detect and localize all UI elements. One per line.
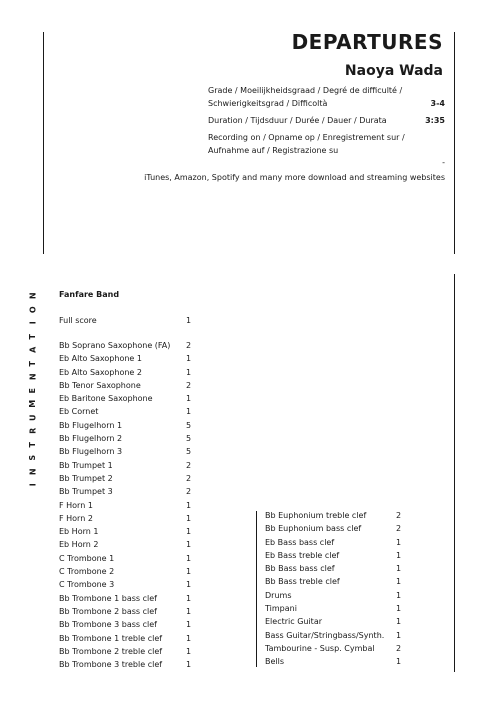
part-name: Electric Guitar <box>265 617 323 627</box>
part-name: Bass Guitar/Stringbass/Synth. <box>265 630 385 640</box>
side-label-letter: O <box>28 305 38 313</box>
list-item <box>59 512 191 525</box>
list-item <box>265 522 401 535</box>
piece-title: DEPARTURES <box>291 30 443 54</box>
band-type-heading: Fanfare Band <box>59 290 120 299</box>
list-item <box>265 615 401 628</box>
part-name: Eb Horn 1 <box>59 527 99 537</box>
part-quantity: 1 <box>186 580 192 590</box>
part-quantity: 1 <box>186 527 192 537</box>
list-item <box>265 629 401 642</box>
column-divider <box>256 511 257 667</box>
part-quantity: 5 <box>186 447 192 457</box>
part-name: Bb Trumpet 3 <box>59 487 113 497</box>
side-label-letter: U <box>28 414 38 421</box>
part-name: Bb Trombone 1 bass clef <box>59 593 157 603</box>
side-label-letter: I <box>28 483 38 487</box>
right-rule-bottom <box>454 274 455 672</box>
side-label-letter: R <box>28 427 38 434</box>
part-name: Bb Flugelhorn 2 <box>59 434 123 444</box>
list-item <box>59 605 191 618</box>
parts-column-1 <box>59 339 191 671</box>
side-label-letter: N <box>28 292 38 300</box>
part-name: Bb Bass bass clef <box>265 564 335 574</box>
list-item <box>59 658 191 671</box>
part-quantity: 1 <box>186 367 192 377</box>
part-name: Bb Trombone 3 treble clef <box>59 660 163 670</box>
list-item <box>265 509 401 522</box>
part-name: Bb Trumpet 2 <box>59 473 113 483</box>
part-quantity: 1 <box>396 577 402 587</box>
part-quantity: 1 <box>396 550 402 560</box>
part-quantity: 5 <box>186 434 192 444</box>
part-name: Eb Alto Saxophone 1 <box>59 354 142 364</box>
list-item <box>59 352 191 365</box>
part-name: C Trombone 3 <box>59 580 115 590</box>
list-item <box>265 562 401 575</box>
list-item <box>59 592 191 605</box>
part-quantity: 2 <box>186 487 192 497</box>
part-quantity: 1 <box>186 553 192 563</box>
duration-block <box>208 115 445 128</box>
list-item <box>59 405 191 418</box>
side-label-letter: T <box>28 441 38 447</box>
part-quantity: 1 <box>186 394 192 404</box>
part-name: C Trombone 2 <box>59 567 115 577</box>
part-quantity: 2 <box>396 643 402 653</box>
list-item <box>59 419 191 432</box>
side-label-letter: I <box>28 321 38 325</box>
part-quantity: 1 <box>186 316 192 325</box>
list-item <box>59 432 191 445</box>
part-name: Bb Bass treble clef <box>265 577 340 587</box>
part-quantity: 2 <box>186 341 192 350</box>
part-name: F Horn 1 <box>59 500 93 510</box>
part-name: Eb Cornet <box>59 407 99 417</box>
left-rule <box>43 32 44 254</box>
side-label-letter: M <box>28 399 38 408</box>
grade-block <box>208 85 445 110</box>
part-quantity: 1 <box>396 630 402 640</box>
full-score-row <box>59 314 191 327</box>
part-name: C Trombone 1 <box>59 553 115 563</box>
duration-value: 3:35 <box>425 116 445 125</box>
grade-value: 3-4 <box>430 98 445 108</box>
list-item <box>59 459 191 472</box>
part-name: Bb Soprano Saxophone (FA) <box>59 341 171 350</box>
part-name: Timpani <box>265 604 297 614</box>
part-quantity: 2 <box>396 511 402 520</box>
part-name: Tambourine - Susp. Cymbal <box>265 643 375 653</box>
part-name: Eb Bass bass clef <box>265 537 335 547</box>
list-item <box>59 578 191 591</box>
part-quantity: 1 <box>186 593 192 603</box>
recording-value: - <box>442 158 445 167</box>
part-name: F Horn 2 <box>59 513 93 523</box>
part-quantity: 1 <box>396 657 402 667</box>
recording-label-line-2: Aufnahme auf / Registrazione su <box>208 145 339 155</box>
right-rule-top <box>454 32 455 254</box>
side-label-letter: S <box>28 454 38 461</box>
recording-block <box>208 132 445 157</box>
list-item <box>265 589 401 602</box>
grade-label-line-1: Grade / Moeilijkheidsgraad / Degré de difficulté / <box>208 86 403 95</box>
list-item <box>59 485 191 498</box>
part-quantity: 1 <box>186 500 192 510</box>
list-item <box>59 525 191 538</box>
part-name: Full score <box>59 316 97 325</box>
list-item <box>265 549 401 562</box>
part-quantity: 1 <box>396 590 402 600</box>
side-label-letter: N <box>28 373 38 381</box>
list-item <box>59 339 191 352</box>
part-name: Bb Trombone 2 treble clef <box>59 646 163 656</box>
side-label-letter: E <box>28 387 38 393</box>
part-name: Bells <box>265 657 285 667</box>
part-name: Eb Bass treble clef <box>265 550 340 560</box>
part-name: Bb Flugelhorn 3 <box>59 447 123 457</box>
part-quantity: 1 <box>396 564 402 574</box>
part-quantity: 1 <box>186 633 192 643</box>
part-name: Bb Trumpet 1 <box>59 460 113 470</box>
list-item <box>265 655 401 668</box>
part-name: Eb Alto Saxophone 2 <box>59 367 142 377</box>
duration-label: Duration / Tijdsduur / Durée / Dauer / Durata <box>208 116 387 125</box>
list-item <box>59 445 191 458</box>
list-item <box>265 536 401 549</box>
part-name: Bb Flugelhorn 1 <box>59 420 123 430</box>
list-item <box>59 392 191 405</box>
part-quantity: 1 <box>186 646 192 656</box>
part-quantity: 1 <box>396 604 402 614</box>
part-quantity: 1 <box>186 540 192 550</box>
part-quantity: 1 <box>396 537 402 547</box>
list-item <box>59 472 191 485</box>
part-quantity: 1 <box>186 354 192 364</box>
part-quantity: 2 <box>186 460 192 470</box>
side-label-letter: T <box>28 360 38 366</box>
part-name: Bb Trombone 3 bass clef <box>59 620 157 630</box>
list-item <box>59 552 191 565</box>
part-name: Bb Trombone 1 treble clef <box>59 633 163 643</box>
part-name: Bb Trombone 2 bass clef <box>59 606 157 616</box>
recording-label-line-1: Recording on / Opname op / Enregistrement sur / <box>208 133 405 142</box>
list-item <box>59 618 191 631</box>
part-quantity: 1 <box>186 606 192 616</box>
part-quantity: 2 <box>396 524 402 534</box>
instrumentation-side-label <box>27 289 39 492</box>
part-name: Eb Baritone Saxophone <box>59 394 153 404</box>
part-name: Eb Horn 2 <box>59 540 99 550</box>
list-item <box>265 642 401 655</box>
part-name: Drums <box>265 590 292 600</box>
part-quantity: 1 <box>186 567 192 577</box>
part-name: Bb Euphonium treble clef <box>265 511 367 520</box>
list-item <box>59 366 191 379</box>
part-quantity: 1 <box>186 407 192 417</box>
part-quantity: 5 <box>186 420 192 430</box>
part-quantity: 1 <box>186 660 192 670</box>
side-label-letter: N <box>28 467 38 475</box>
part-quantity: 2 <box>186 380 192 390</box>
streaming-stores: iTunes, Amazon, Spotify and many more download and streaming websites <box>144 173 445 182</box>
part-name: Bb Tenor Saxophone <box>59 380 141 390</box>
part-quantity: 1 <box>396 617 402 627</box>
part-name: Bb Euphonium bass clef <box>265 524 362 534</box>
list-item <box>59 314 191 327</box>
list-item <box>59 538 191 551</box>
list-item <box>59 499 191 512</box>
list-item <box>59 632 191 645</box>
part-quantity: 1 <box>186 513 192 523</box>
side-label-letter: A <box>28 346 38 353</box>
list-item <box>59 565 191 578</box>
list-item <box>265 602 401 615</box>
grade-label-line-2: Schwierigkeitsgrad / Difficoltà <box>208 98 328 108</box>
part-quantity: 1 <box>186 620 192 630</box>
composer-name: Naoya Wada <box>344 63 443 79</box>
part-quantity: 2 <box>186 473 192 483</box>
parts-column-2 <box>265 509 401 669</box>
side-label-letter: T <box>28 333 38 339</box>
list-item <box>265 575 401 588</box>
list-item <box>59 379 191 392</box>
list-item <box>59 645 191 658</box>
